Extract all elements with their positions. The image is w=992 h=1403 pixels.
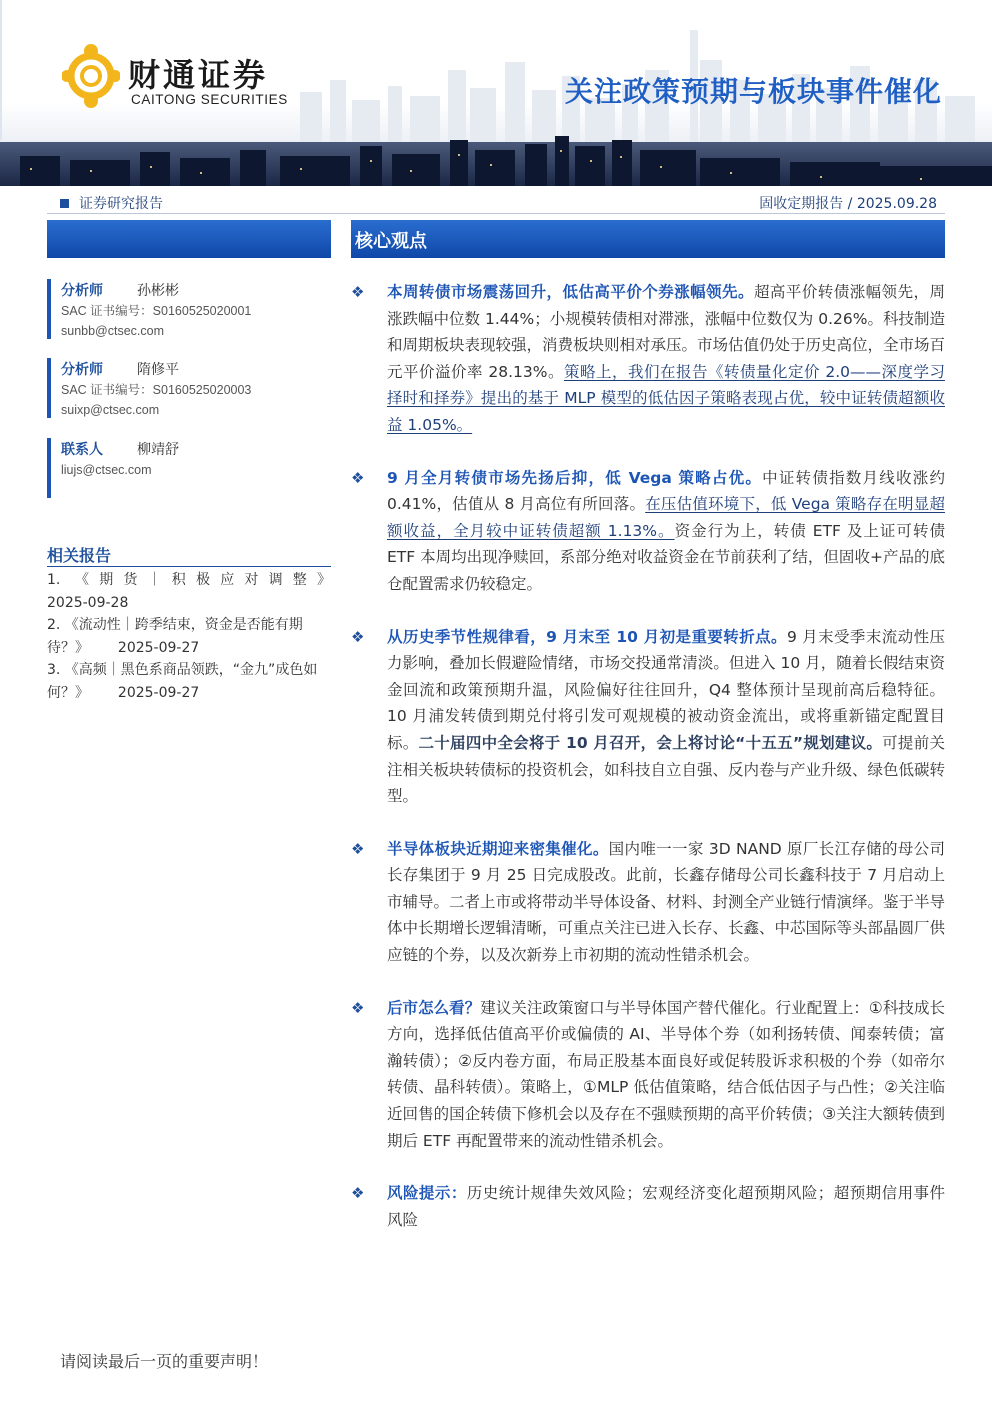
diamond-bullet-icon: ❖ — [351, 1184, 365, 1203]
point-lead: 9 月全月转债市场先扬后抑，低 Vega 策略占优。 — [387, 468, 763, 487]
logo-chinese-text: 财通证券 — [128, 56, 269, 94]
core-point — [351, 465, 945, 598]
related-report-link[interactable]: 2. 《流动性｜跨季结束，资金是否能有期待？》 — [47, 617, 303, 656]
core-point — [351, 1180, 945, 1233]
point-text: 历史统计规律失效风险；宏观经济变化超预期风险；超预期信用事件风险 — [387, 1184, 945, 1229]
contact-accent-bar — [47, 438, 51, 498]
point-lead: 后市怎么看？ — [387, 998, 481, 1017]
related-report-entry[interactable] — [47, 659, 331, 704]
core-views-banner — [351, 220, 945, 258]
point-text: 中证转债指数月线收涨约 0.41%，估值从 8 月高位有所回落。 — [387, 468, 945, 514]
point-bold-text: 二十届四中全会将于 10 月召开，会上将讨论“十五五”规划建议。 — [418, 733, 883, 752]
core-point — [351, 995, 945, 1155]
point-text: 国内唯一一家 3D NAND 原厂长江存储的母公司长存集团于 9 月 25 日完成股改。此前，长鑫存储母公司长鑫科技于 7 月启动上市辅导。二者上市或将带动半导体设备、材料、封测全产业链行情演绎。鉴于半导体中长期增长逻辑清晰，可重点关注已进入长存、长鑫、中芯国际等头部晶圆厂供应链的个券，以及次新券上市初期的流动性错杀机会。 — [387, 839, 946, 965]
core-views-list — [351, 279, 945, 1259]
meta-divider — [47, 213, 945, 214]
analyst-cert: SAC 证书编号：S0160525020001 — [61, 304, 252, 318]
core-views-title: 核心观点 — [355, 231, 427, 252]
related-reports-divider — [47, 566, 331, 567]
report-category-date — [759, 193, 937, 213]
analyst-name: 孙彬彬 — [137, 283, 179, 299]
point-lead: 风险提示： — [387, 1184, 467, 1203]
disclaimer-notice: 请阅读最后一页的重要声明！ — [60, 1352, 269, 1371]
contact-role: 联系人 — [61, 442, 103, 458]
related-report-date: 2025-09-27 — [117, 684, 200, 701]
diamond-bullet-icon: ❖ — [351, 998, 365, 1017]
contact-name: 柳靖舒 — [137, 442, 179, 458]
related-report-link[interactable]: 3. 《高频｜黑色系商品领跌，“金九”成色如何？》 — [47, 662, 318, 701]
core-point — [351, 836, 945, 969]
related-report-date: 2025-09-28 — [47, 594, 129, 611]
core-point — [351, 279, 945, 439]
report-header — [0, 0, 992, 186]
analyst-card — [47, 358, 331, 418]
related-report-date: 2025-09-27 — [117, 639, 200, 656]
point-lead: 本周转债市场震荡回升，低估高平价个券涨幅领先。 — [387, 283, 754, 301]
related-reports-list — [47, 569, 331, 704]
logo-english-text: CAITONG SECURITIES — [131, 92, 288, 107]
analyst-accent-bar — [47, 279, 51, 339]
report-type-label — [60, 193, 163, 213]
caitong-logo-icon — [62, 44, 120, 108]
analyst-email[interactable]: suixp@ctsec.com — [61, 403, 160, 417]
analyst-role: 分析师 — [61, 283, 103, 299]
diamond-bullet-icon: ❖ — [351, 468, 365, 487]
point-lead: 从历史季节性规律看，9 月末至 10 月初是重要转折点。 — [387, 627, 787, 646]
report-category: 固收定期报告 — [759, 196, 844, 212]
report-date: / 2025.09.28 — [847, 196, 937, 212]
analyst-accent-bar — [47, 358, 51, 418]
point-lead: 半导体板块近期迎来密集催化。 — [387, 839, 609, 858]
point-underlined-text: 在压估值环境下，低 Vega 策略存在明显超额收益，全月较中证转债超额 1.13%。 — [387, 495, 945, 540]
analyst-name: 隋修平 — [137, 362, 179, 378]
point-text: 资金行为上，转债 ETF 及上证可转债 ETF 本周均出现净赎回，系部分绝对收益资金在节前获利了结，但固收+产品的底仓配置需求仍较稳定。 — [387, 521, 945, 593]
point-text: 9 月末受季末流动性压力影响，叠加长假避险情绪，市场交投通常清淡。但进入 10 月，随着长假结束资金回流和政策预期升温，风险偏好往往回升，Q4 整体预计呈现前高后稳特征。10 月浦发转债到期兑付将引发可观规模的被动资金流出，或将重新锚定配置目标。 — [387, 627, 946, 752]
report-title: 关注政策预期与板块事件催化 — [564, 75, 942, 108]
analyst-cert: SAC 证书编号：S0160525020003 — [61, 383, 252, 397]
analyst-role: 分析师 — [61, 362, 103, 378]
diamond-bullet-icon: ❖ — [351, 839, 365, 858]
diamond-bullet-icon: ❖ — [351, 627, 365, 646]
report-type-text: 证券研究报告 — [79, 196, 163, 212]
point-text: 可提前关注相关板块转债标的投资机会，如科技自立自强、反内卷与产业升级、绿色低碳转型。 — [387, 733, 946, 806]
related-report-link[interactable]: 1. 《期货｜积极应对调整》 — [47, 572, 331, 588]
contact-email[interactable]: liujs@ctsec.com — [61, 463, 152, 477]
left-column-banner — [47, 220, 331, 258]
point-text: 建议关注政策窗口与半导体国产替代催化。行业配置上：①科技成长方向，选择低估值高平价或偏债的 AI、半导体个券（如利扬转债、闻泰转债；富瀚转债）；②反内卷方面，布局正股基本面良好或促转股诉求积极的个券（如帝尔转债、晶科转债）。策略上，①MLP 低估值策略，结合低估因子与凸性；②关注临近回售的国企转债下修机会以及存在不强赎预期的高平价转债；③关注大额转债到期后 ETF 再配置带来的流动性错杀机会。 — [387, 998, 945, 1150]
point-underlined-text: 策略上，我们在报告《转债量化定价 2.0——深度学习择时和择券》提出的基于 MLP 模型的低估因子策略表现占优，较中证转债超额收益 1.05%。 — [387, 362, 945, 434]
analyst-card — [47, 279, 331, 339]
analyst-email[interactable]: sunbb@ctsec.com — [61, 324, 165, 338]
core-point — [351, 624, 945, 810]
related-report-entry[interactable] — [47, 614, 331, 659]
related-reports-title: 相关报告 — [47, 546, 112, 565]
point-text: 超高平价转债涨幅领先，周涨跌幅中位数 1.44%；小规模转债相对滞涨，涨幅中位数仅为 0.26%。科技制造和周期板块表现较强，消费板块则相对承压。市场估值仍处于历史高位，全市场百元平价溢价率 28.13%。 — [387, 283, 946, 381]
square-bullet-icon — [60, 199, 69, 208]
contact-card — [47, 438, 331, 498]
diamond-bullet-icon: ❖ — [351, 283, 365, 301]
